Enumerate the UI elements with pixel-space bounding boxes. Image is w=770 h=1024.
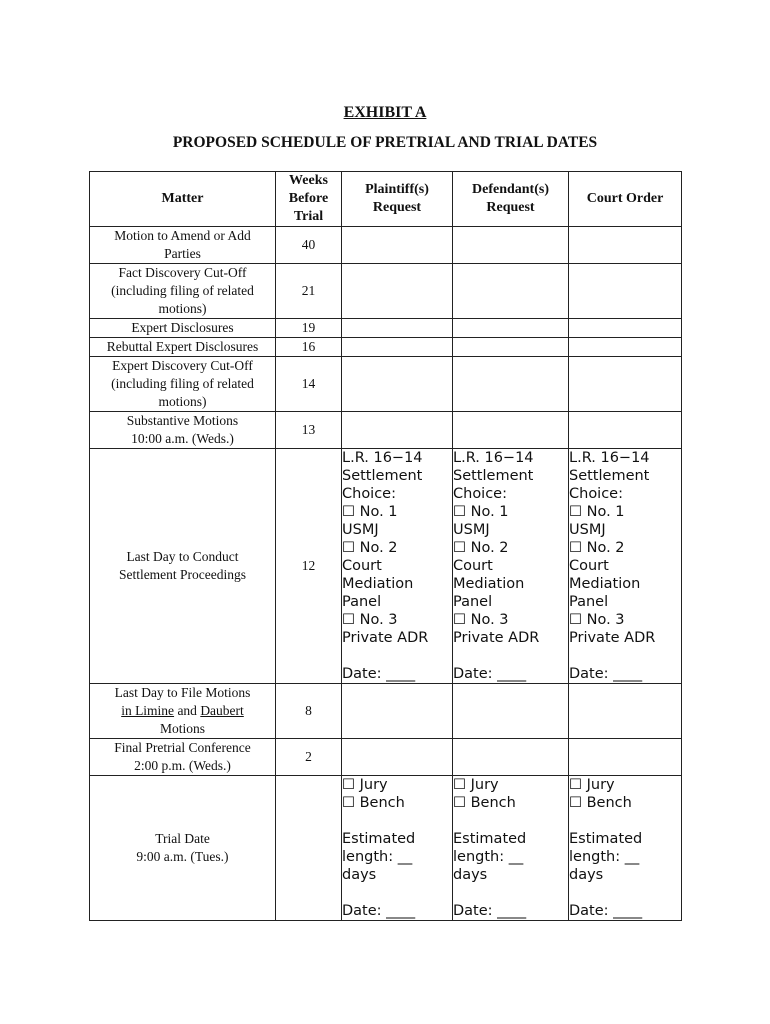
weeks-cell: 19 xyxy=(276,319,342,338)
defendant-request-cell[interactable] xyxy=(453,412,569,449)
matter-cell: Last Day to Conduct Settlement Proceedings xyxy=(90,449,276,684)
plaintiff-request-cell[interactable] xyxy=(342,357,453,412)
table-row xyxy=(90,338,682,357)
header-plaintiff: Plaintiff(s) Request xyxy=(342,172,453,227)
defendant-request-cell[interactable] xyxy=(453,319,569,338)
court-order-cell[interactable] xyxy=(569,412,682,449)
weeks-cell: 2 xyxy=(276,739,342,776)
defendant-request-cell[interactable] xyxy=(453,739,569,776)
weeks-cell: 14 xyxy=(276,357,342,412)
checkbox-no3[interactable]: ☐ No. 3 xyxy=(453,612,509,628)
checkbox-no1[interactable]: ☐ No. 1 xyxy=(342,504,398,520)
date-field[interactable]: Date: ____ xyxy=(342,903,416,919)
defendant-request-cell[interactable] xyxy=(453,264,569,319)
checkbox-no1[interactable]: ☐ No. 1 xyxy=(569,504,625,520)
header-defendant: Defendant(s) Request xyxy=(453,172,569,227)
header-court-order: Court Order xyxy=(569,172,682,227)
plaintiff-request-cell[interactable] xyxy=(342,319,453,338)
court-order-cell[interactable] xyxy=(569,319,682,338)
plaintiff-request-cell[interactable] xyxy=(342,412,453,449)
plaintiff-request-cell[interactable] xyxy=(342,684,453,739)
defendant-settlement-choice[interactable]: L.R. 16−14 Settlement Choice: ☐ No. 1 USMJ ☐ No. 2 Court Mediation Panel ☐ No. 3 Private ADR Date: ____ xyxy=(453,449,569,684)
weeks-cell: 13 xyxy=(276,412,342,449)
matter-cell: Last Day to File Motions in Limine and Daubert Motions xyxy=(90,684,276,739)
checkbox-bench[interactable]: ☐ Bench xyxy=(569,795,632,811)
court-order-cell[interactable] xyxy=(569,357,682,412)
defendant-request-cell[interactable] xyxy=(453,684,569,739)
court-trial-choice[interactable]: ☐ Jury ☐ Bench Estimated length: __ days Date: ____ xyxy=(569,776,682,921)
checkbox-no2[interactable]: ☐ No. 2 xyxy=(453,540,509,556)
length-field[interactable]: length: __ xyxy=(453,849,524,865)
defendant-request-cell[interactable] xyxy=(453,227,569,264)
matter-cell: Motion to Amend or Add Parties xyxy=(90,227,276,264)
court-order-cell[interactable] xyxy=(569,227,682,264)
court-settlement-choice[interactable]: L.R. 16−14 Settlement Choice: ☐ No. 1 USMJ ☐ No. 2 Court Mediation Panel ☐ No. 3 Private ADR Date: ____ xyxy=(569,449,682,684)
matter-cell: Fact Discovery Cut-Off (including filing of related motions) xyxy=(90,264,276,319)
checkbox-jury[interactable]: ☐ Jury xyxy=(569,777,615,793)
court-order-cell[interactable] xyxy=(569,684,682,739)
plaintiff-request-cell[interactable] xyxy=(342,264,453,319)
table-row xyxy=(90,684,682,739)
matter-cell: Expert Disclosures xyxy=(90,319,276,338)
table-row xyxy=(90,739,682,776)
weeks-cell: 21 xyxy=(276,264,342,319)
checkbox-bench[interactable]: ☐ Bench xyxy=(342,795,405,811)
length-field[interactable]: length: __ xyxy=(342,849,413,865)
checkbox-no1[interactable]: ☐ No. 1 xyxy=(453,504,509,520)
weeks-cell: 12 xyxy=(276,449,342,684)
table-row xyxy=(90,776,682,921)
date-field[interactable]: Date: ____ xyxy=(453,666,527,682)
exhibit-title: EXHIBIT A xyxy=(343,104,427,121)
checkbox-jury[interactable]: ☐ Jury xyxy=(342,777,388,793)
date-field[interactable]: Date: ____ xyxy=(453,903,527,919)
table-row xyxy=(90,227,682,264)
header-row xyxy=(90,172,682,227)
table-row xyxy=(90,412,682,449)
matter-cell: Expert Discovery Cut-Off (including filing of related motions) xyxy=(90,357,276,412)
checkbox-no3[interactable]: ☐ No. 3 xyxy=(342,612,398,628)
schedule-subtitle: PROPOSED SCHEDULE OF PRETRIAL AND TRIAL DATES xyxy=(172,134,598,151)
defendant-request-cell[interactable] xyxy=(453,338,569,357)
length-field[interactable]: length: __ xyxy=(569,849,640,865)
court-order-cell[interactable] xyxy=(569,264,682,319)
daubert-text: Daubert xyxy=(200,703,244,718)
matter-cell: Rebuttal Expert Disclosures xyxy=(90,338,276,357)
table-row xyxy=(90,319,682,338)
weeks-cell: 16 xyxy=(276,338,342,357)
date-field[interactable]: Date: ____ xyxy=(342,666,416,682)
checkbox-no3[interactable]: ☐ No. 3 xyxy=(569,612,625,628)
plaintiff-request-cell[interactable] xyxy=(342,227,453,264)
matter-cell: Final Pretrial Conference 2:00 p.m. (Weds.) xyxy=(90,739,276,776)
date-field[interactable]: Date: ____ xyxy=(569,903,643,919)
matter-cell: Trial Date 9:00 a.m. (Tues.) xyxy=(90,776,276,921)
table-row xyxy=(90,264,682,319)
weeks-cell: 8 xyxy=(276,684,342,739)
date-field[interactable]: Date: ____ xyxy=(569,666,643,682)
checkbox-jury[interactable]: ☐ Jury xyxy=(453,777,499,793)
header-weeks: Weeks Before Trial xyxy=(276,172,342,227)
court-order-cell[interactable] xyxy=(569,338,682,357)
plaintiff-settlement-choice[interactable]: L.R. 16−14 Settlement Choice: ☐ No. 1 USMJ ☐ No. 2 Court Mediation Panel ☐ No. 3 Private ADR Date: ____ xyxy=(342,449,453,684)
plaintiff-trial-choice[interactable]: ☐ Jury ☐ Bench Estimated length: __ days Date: ____ xyxy=(342,776,453,921)
checkbox-no2[interactable]: ☐ No. 2 xyxy=(342,540,398,556)
in-limine-text: in Limine xyxy=(121,703,175,718)
defendant-request-cell[interactable] xyxy=(453,357,569,412)
plaintiff-request-cell[interactable] xyxy=(342,739,453,776)
checkbox-bench[interactable]: ☐ Bench xyxy=(453,795,516,811)
weeks-cell: 40 xyxy=(276,227,342,264)
schedule-table xyxy=(89,171,682,921)
checkbox-no2[interactable]: ☐ No. 2 xyxy=(569,540,625,556)
weeks-cell xyxy=(276,776,342,921)
court-order-cell[interactable] xyxy=(569,739,682,776)
table-row xyxy=(90,357,682,412)
header-matter: Matter xyxy=(90,172,276,227)
table-row xyxy=(90,449,682,684)
defendant-trial-choice[interactable]: ☐ Jury ☐ Bench Estimated length: __ days Date: ____ xyxy=(453,776,569,921)
plaintiff-request-cell[interactable] xyxy=(342,338,453,357)
matter-cell: Substantive Motions 10:00 a.m. (Weds.) xyxy=(90,412,276,449)
